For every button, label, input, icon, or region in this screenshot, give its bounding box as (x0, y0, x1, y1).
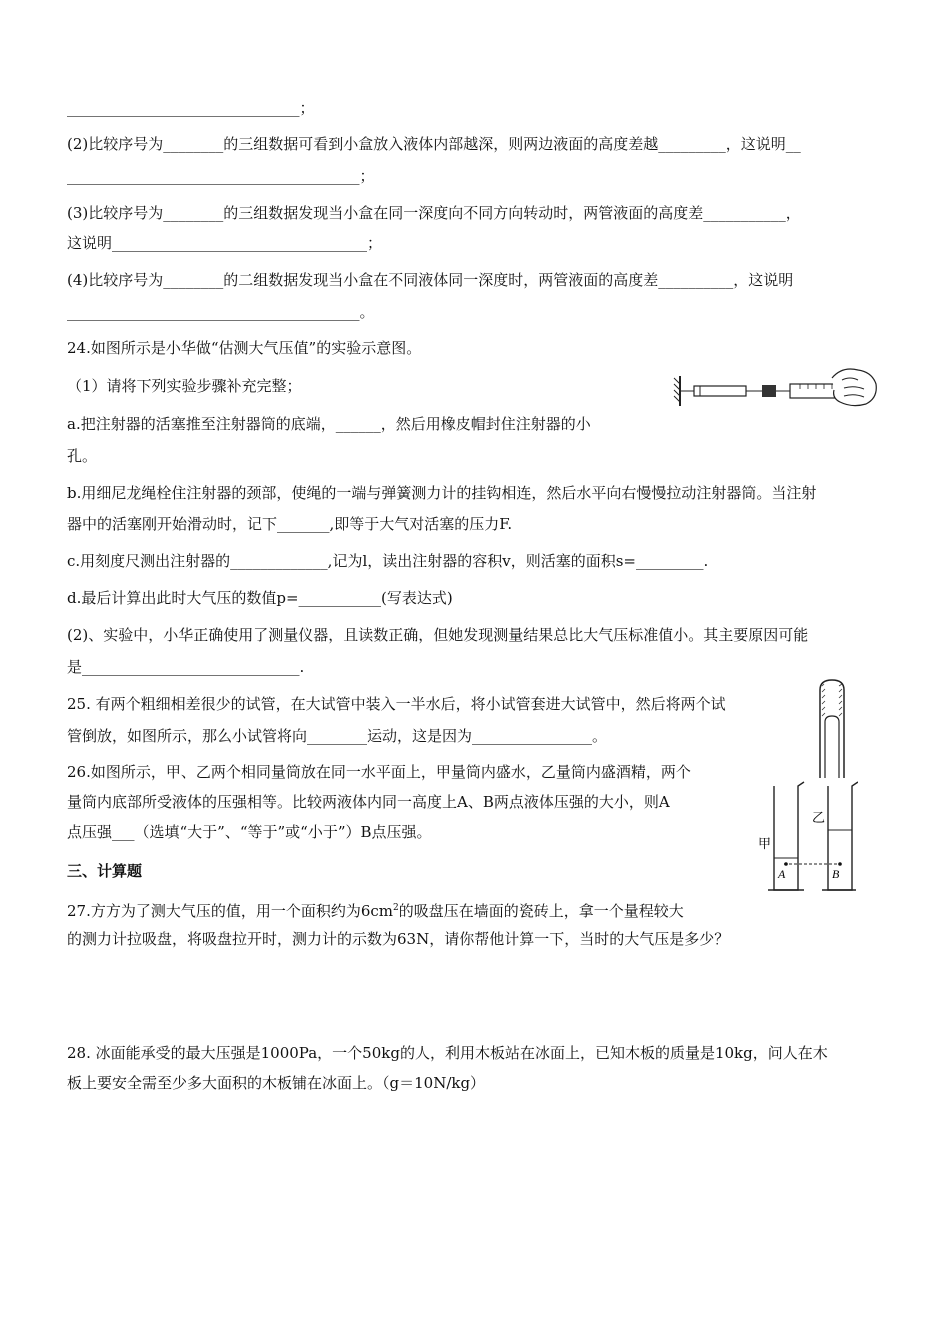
question-27-cont: 的测力计拉吸盘，将吸盘拉开时，测力计的示数为63N，请你帮他计算一下，当时的大气压是多少？ (67, 930, 730, 948)
question-24-step-d: d.最后计算出此时大气压的数值p=___________(写表达式) (67, 589, 453, 607)
question-24-part1: （1）请将下列实验步骤补充完整； (67, 377, 302, 395)
cylinder-label-yi: 乙 (812, 810, 826, 825)
section-heading-calculation: 三、计算题 (67, 862, 143, 880)
line-q23-3-cont: 这说明__________________________________； (67, 234, 383, 252)
cylinders-figure (758, 774, 858, 896)
question-26: 26.如图所示，甲、乙两个相同量筒放在同一水平面上，甲量筒内盛水，乙量筒内盛酒精，两个 (67, 763, 691, 781)
syringe-figure (672, 358, 882, 416)
line-q23-4: (4)比较序号为________的二组数据发现当小盒在不同液体同一深度时，两管液面的高度差__________，这说明 (67, 271, 794, 289)
question-24-step-c: c.用刻度尺测出注射器的_____________,记为l，读出注射器的容积v，则活塞的面积s=_________. (67, 552, 709, 570)
question-25: 25. 有两个粗细相差很少的试管，在大试管中装入一半水后，将小试管套进大试管中，然后将两个试 (67, 695, 726, 713)
question-24-part2-cont: 是_____________________________. (67, 658, 305, 676)
question-24-step-b-cont: 器中的活塞刚开始滑动时，记下_______,即等于大气对活塞的压力F. (67, 515, 513, 533)
question-24-step-b: b.用细尼龙绳栓住注射器的颈部，使绳的一端与弹簧测力计的挂钩相连，然后水平向右慢慢拉动注射器筒。当注射 (67, 484, 817, 502)
question-24-step-a-cont: 孔。 (67, 447, 98, 465)
question-24-step-a: a.把注射器的活塞推至注射器筒的底端，______，然后用橡皮帽封住注射器的小 (67, 415, 591, 433)
question-24-title: 24.如图所示是小华做“估测大气压值”的实验示意图。 (67, 339, 422, 357)
line-q23-3: (3)比较序号为________的三组数据发现当小盒在同一深度向不同方向转动时，两管液面的高度差___________， (67, 204, 801, 222)
question-25-cont: 管倒放，如图所示，那么小试管将向________运动，这是因为________________。 (67, 727, 608, 745)
question-27: 27.方方为了测大气压的值，用一个面积约为$6cm^2$的吸盘压在墙面的瓷砖上，拿一个量程较大 (67, 902, 684, 920)
line-q23-4-cont: _______________________________________。 (67, 303, 375, 321)
question-26-cont2: 点压强___（选填“大于”、“等于”或“小于”）B点压强。 (67, 823, 432, 841)
point-label-a: A (778, 867, 786, 881)
line-q23-2-cont: _______________________________________； (67, 167, 375, 185)
line-q23-1-end: _______________________________； (67, 99, 315, 117)
question-28-cont: 板上要安全需至少多大面积的木板铺在冰面上。（g＝10N/kg） (67, 1074, 486, 1092)
line-q23-2: (2)比较序号为________的三组数据可看到小盒放入液体内部越深，则两边液面的高度差越_________，这说明__ (67, 135, 801, 153)
question-28: 28. 冰面能承受的最大压强是1000Pa，一个50kg的人，利用木板站在冰面上，已知木板的质量是10kg，问人在木 (67, 1044, 828, 1062)
question-26-cont: 量筒内底部所受液体的压强相等。比较两液体内同一高度上A、B两点液体压强的大小，则A (67, 793, 670, 811)
cylinder-label-jia: 甲 (758, 836, 772, 851)
question-24-part2: (2)、实验中，小华正确使用了测量仪器，且读数正确，但她发现测量结果总比大气压标准值小。其主要原因可能 (67, 626, 809, 644)
point-label-b: B (832, 867, 840, 881)
test-tubes-figure (812, 676, 852, 780)
